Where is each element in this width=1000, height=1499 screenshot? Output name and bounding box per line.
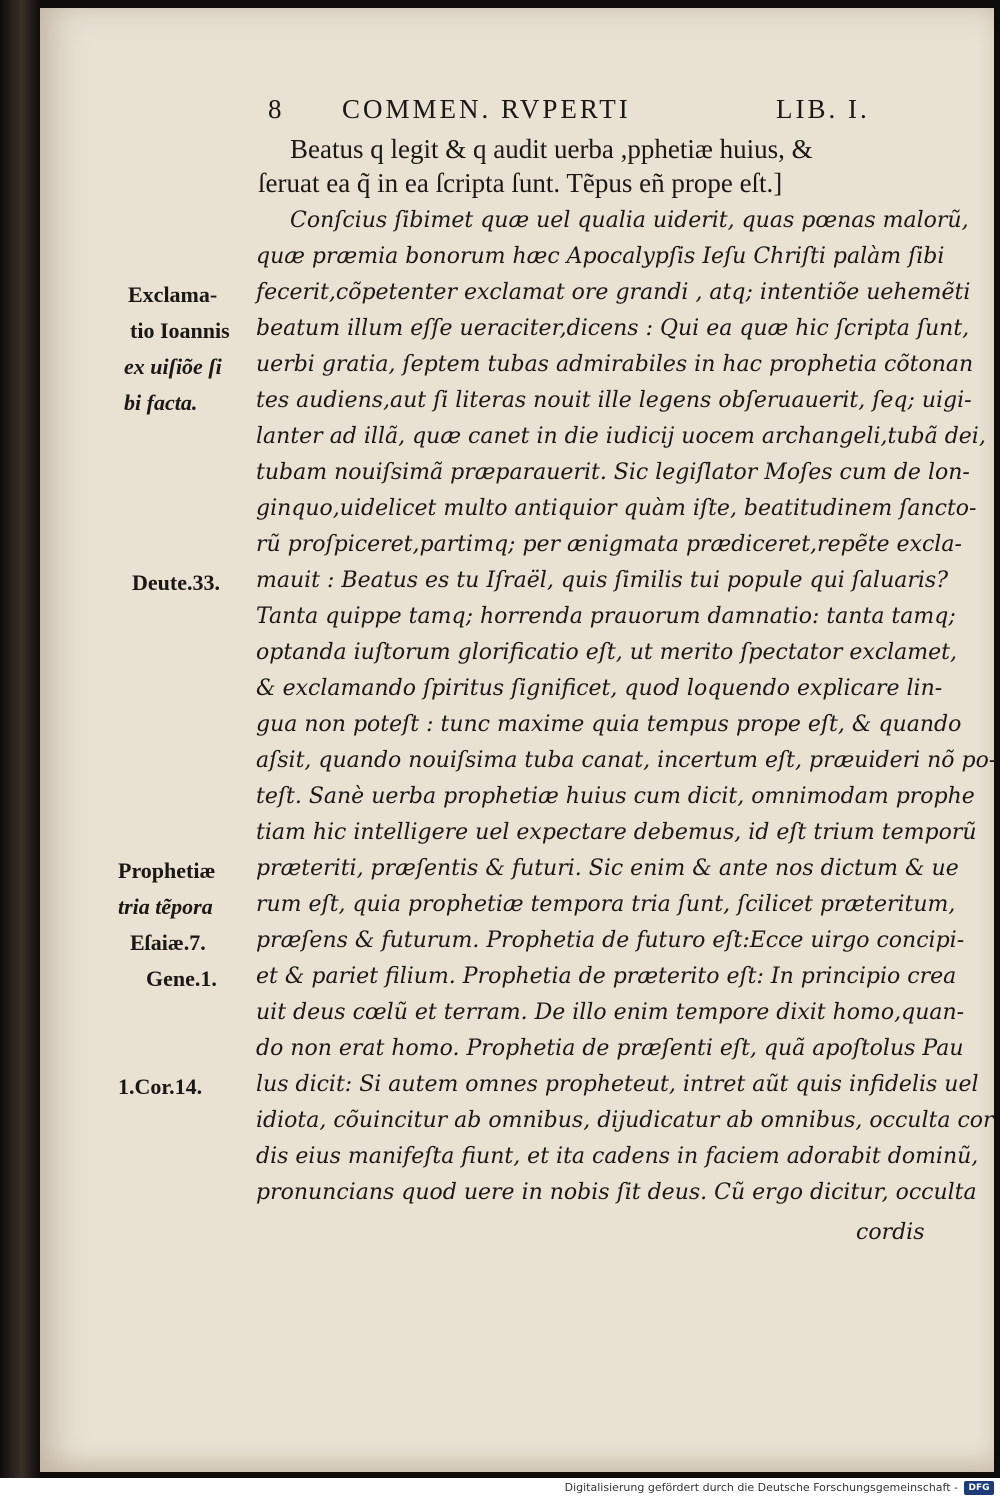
margin-note: 1.Cor.14. — [118, 1074, 203, 1099]
margin-note: tria tẽpora — [118, 894, 213, 919]
lemma-line: Beatus q legit & q audit uerba ,pphetiæ huius, & — [290, 134, 813, 164]
page-number: 8 — [268, 94, 285, 124]
text-line: Conſcius ſibimet quæ uel qualia uiderit, quas pœnas malorũ, — [290, 208, 969, 233]
text-line: quæ præmia bonorum hæc Apocalypſis Ieſu Chriſti palàm ſibi — [256, 244, 945, 269]
lemma-line: ſeruat ea q̃ in ea ſcripta ſunt. Tẽpus eñ prope eſt.] — [258, 168, 783, 198]
lemma-quote — [258, 132, 990, 200]
text-line: ginquo,uidelicet multo antiquior quàm iſte, beatitudinem ſancto- — [256, 496, 977, 521]
text-line: teſt. Sanè uerba prophetiæ huius cum dicit, omnimodam prophe — [256, 784, 975, 809]
text-line: uerbi gratia, ſeptem tubas admirabiles in hac prophetia cõtonan — [256, 352, 974, 377]
catchword: cordis — [856, 1220, 925, 1245]
text-line: uit deus cœlũ et terram. De illo enim tempore dixit homo,quan- — [256, 1000, 965, 1025]
text-line: tiam hic intelligere uel expectare debemus, id eſt trium temporũ — [256, 820, 977, 845]
margin-note: bi facta. — [124, 390, 198, 415]
margin-note: Exclama- — [128, 282, 218, 307]
running-header — [0, 94, 1000, 130]
book-number: LIB. I. — [776, 94, 870, 124]
footer-bar — [0, 1478, 1000, 1499]
text-line: fecerit,cõpetenter exclamat ore grandi , atq; intentiõe uehemẽti — [256, 280, 971, 305]
text-line: dis eius manifeſta fiunt, et ita cadens in faciem adorabit dominũ, — [256, 1144, 979, 1169]
text-line: tes audiens,aut ſi literas nouit ille legens obſeruauerit, ſeq; uigi- — [256, 388, 972, 413]
text-line: præteriti, præſentis & futuri. Sic enim & ante nos dictum & ue — [256, 856, 959, 881]
text-line: mauit : Beatus es tu Iſraël, quis ſimilis tui popule qui ſaluaris? — [256, 568, 949, 593]
text-line: do non erat homo. Prophetia de præſenti eſt, quã apoſtolus Pau — [256, 1036, 964, 1061]
text-line: lanter ad illã, quæ canet in die iudicij uocem archangeli,tubã dei, — [256, 424, 986, 449]
dfg-logo: DFG — [964, 1481, 994, 1495]
text-line: pronuncians quod uere in nobis ſit deus. Cũ ergo dicitur, occulta — [256, 1180, 977, 1205]
running-title: COMMEN. RVPERTI — [342, 94, 631, 124]
margin-note: Prophetiæ — [118, 858, 216, 883]
margin-note: Eſaiæ.7. — [130, 930, 206, 955]
margin-note: Deute.33. — [132, 570, 220, 595]
text-line: beatum illum eſſe ueraciter,dicens : Qui ea quæ hic ſcripta ſunt, — [256, 316, 970, 341]
text-line: idiota, cõuincitur ab omnibus, dijudicatur ab omnibus, occulta cor — [256, 1108, 994, 1133]
text-line: aſsit, quando nouiſsima tuba canat, incertum eſt, præuideri nõ po- — [256, 748, 997, 773]
text-line: lus dicit: Si autem omnes propheteut, intret aũt quis infidelis uel — [256, 1072, 979, 1097]
text-line: rũ proſpiceret,partimq; per ænigmata prædiceret,repẽte excla- — [256, 532, 962, 557]
text-line: tubam nouiſsimã præparauerit. Sic legiſlator Moſes cum de lon- — [256, 460, 970, 485]
text-line: gua non poteſt : tunc maxime quia tempus prope eſt, & quando — [256, 712, 962, 737]
funding-credit: Digitalisierung gefördert durch die Deutsche Forschungsgemeinschaft - — [564, 1481, 958, 1494]
margin-note: Gene.1. — [146, 966, 217, 991]
text-line: et & pariet filium. Prophetia de præterito eſt: In principio crea — [256, 964, 957, 989]
text-line: rum eſt, quia prophetiæ tempora tria ſunt, ſcilicet præteritum, — [256, 892, 956, 917]
margin-note: tio Ioannis — [130, 318, 230, 343]
text-line: præſens & futurum. Prophetia de futuro eſt:Ecce uirgo concipi- — [256, 928, 965, 953]
text-line: optanda iuſtorum glorificatio eſt, ut merito ſpectator exclamet, — [256, 640, 958, 665]
margin-note: ex uiſiõe ſi — [124, 354, 222, 379]
text-line: Tanta quippe tamq; horrenda prauorum damnatio: tanta tamq; — [256, 604, 956, 629]
text-line: & exclamando ſpiritus ſignificet, quod loquendo explicare lin- — [256, 676, 943, 701]
